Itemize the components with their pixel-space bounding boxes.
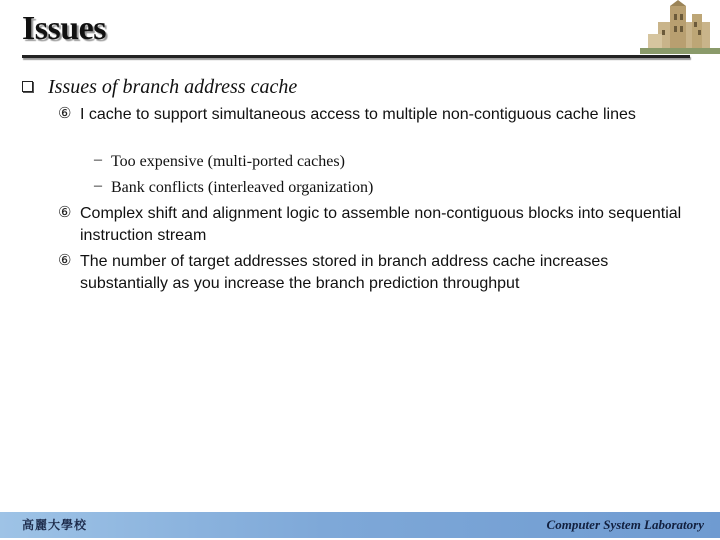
university-name: 高麗大學校 [22, 518, 88, 532]
dash-marker: – [94, 151, 102, 168]
dash-marker: – [94, 177, 102, 194]
list-item-text: I cache to support simultaneous access to multiple non-contiguous cache lines [80, 106, 636, 123]
sub-list-item-text: Too expensive (multi-ported caches) [111, 153, 345, 170]
slide-title: Issues [22, 10, 106, 47]
footer-bar [0, 512, 720, 538]
sub-list-item-text: Bank conflicts (interleaved organization) [111, 179, 374, 196]
bullet-level1-text: Issues of branch address cache [48, 76, 298, 98]
item-marker-icon: ⑥ [58, 105, 72, 122]
list-item-text: Complex shift and alignment logic to assemble non-contiguous blocks into sequential instruction stream [80, 205, 682, 244]
item-marker-icon: ⑥ [58, 252, 72, 269]
square-bullet-icon [22, 81, 33, 92]
lab-name: Computer System Laboratory [546, 517, 704, 532]
list-item-text: The number of target addresses stored in branch address cache increases substantially as you increase the branch prediction throughput [80, 253, 609, 292]
item-marker-icon: ⑥ [58, 204, 72, 221]
